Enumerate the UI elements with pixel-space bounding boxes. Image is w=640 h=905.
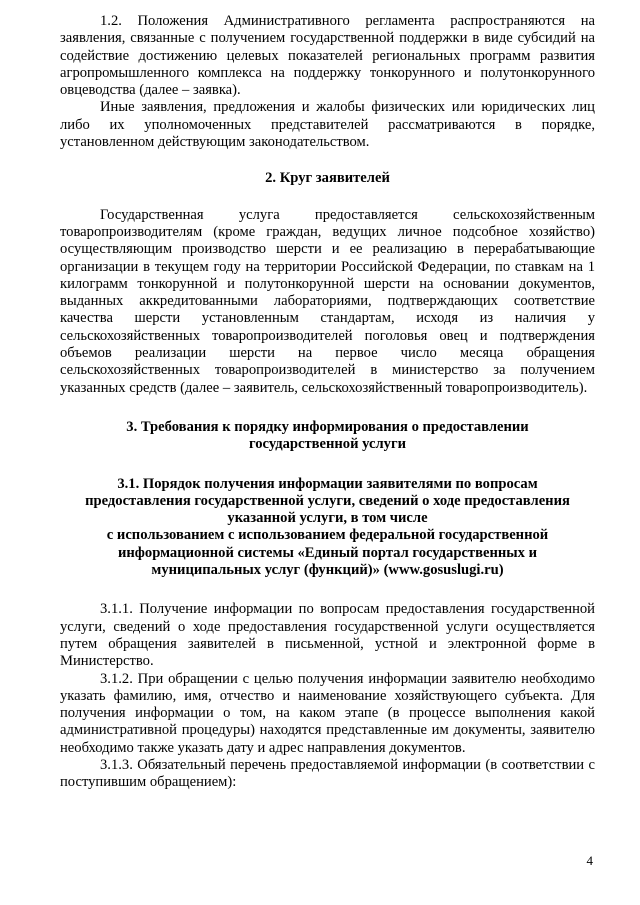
- heading-line: муниципальных услуг (функций)» (www.gosuslugi.ru): [151, 562, 504, 579]
- document-page: [60, 13, 595, 792]
- paragraph-3-1-2: 3.1.2. При обращении с целью получения информации заявителю необходимо указать фамилию, имя, отчество и наименование хозяйствующего субъекта. Для получения информации о том, на каком этапе (в процессе выполнения какой административной процедуры) находятся представленные им документы, заявителю необходимо также указать дату и адрес направления документов.: [60, 670, 595, 756]
- heading-line: предоставления государственной услуги, сведений о ходе предоставления: [85, 492, 570, 509]
- paragraph-3-1-3: 3.1.3. Обязательный перечень предоставляемой информации (в соответствии с поступившим обращением):: [60, 756, 595, 791]
- paragraph-applicants: Государственная услуга предоставляется сельскохозяйственным товаропроизводителям (кроме граждан, ведущих личное подсобное хозяйство) осуществляющим производство шерсти и ее реализацию в перерабатывающие организации в текущем году на территории Российской Федерации, по ставкам на 1 килограмм тонкорунной и полутонкорунной шерсти на основании документов, выданных аккредитованными лабораториями, подтверждающих соответствие качества шерсти установленным стандартам, исходя из наличия у сельскохозяйственных товаропроизводителей поголовья овец и подтверждения объемов реализации шерсти на первое число месяца обращения сельскохозяйственных товаропроизводителей в министерство за получением указанных средств (далее – заявитель, сельскохозяйственный товаропроизводитель).: [60, 206, 595, 396]
- heading-applicants: 2. Круг заявителей: [265, 170, 390, 187]
- heading-line: указанной услуги, в том числе: [227, 510, 428, 527]
- paragraph-other-requests: Иные заявления, предложения и жалобы физических или юридических лиц либо их уполномоченных представителей рассматриваются в порядке, установленном действующим законодательством.: [60, 99, 595, 151]
- heading-line: информационной системы «Единый портал государственных и: [117, 544, 538, 561]
- heading-3-1: [60, 476, 595, 580]
- heading-information-requirements: [60, 419, 595, 454]
- page-number: 4: [586, 853, 593, 868]
- heading-line: с использованием с использованием федеральной государственной: [106, 527, 549, 544]
- paragraph-3-1-1: 3.1.1. Получение информации по вопросам предоставления государственной услуги, сведений о ходе предоставления государственной услуги осуществляется путем обращения заявителей в письменной, устной и электронной форме в Министерство.: [60, 601, 595, 670]
- heading-line: 3.1. Порядок получения информации заявителями по вопросам: [117, 475, 538, 492]
- heading-line: государственной услуги: [248, 436, 407, 453]
- heading-line: 3. Требования к порядку информирования о предоставлении: [126, 418, 529, 435]
- paragraph-1-2: 1.2. Положения Административного регламента распространяются на заявления, связанные с получением государственной поддержки в виде субсидий на содействие достижению целевых показателей региональных программ развития агропромышленного комплекса на поддержку тонкорунного и полутонкорунного овцеводства (далее – заявка).: [60, 13, 595, 99]
